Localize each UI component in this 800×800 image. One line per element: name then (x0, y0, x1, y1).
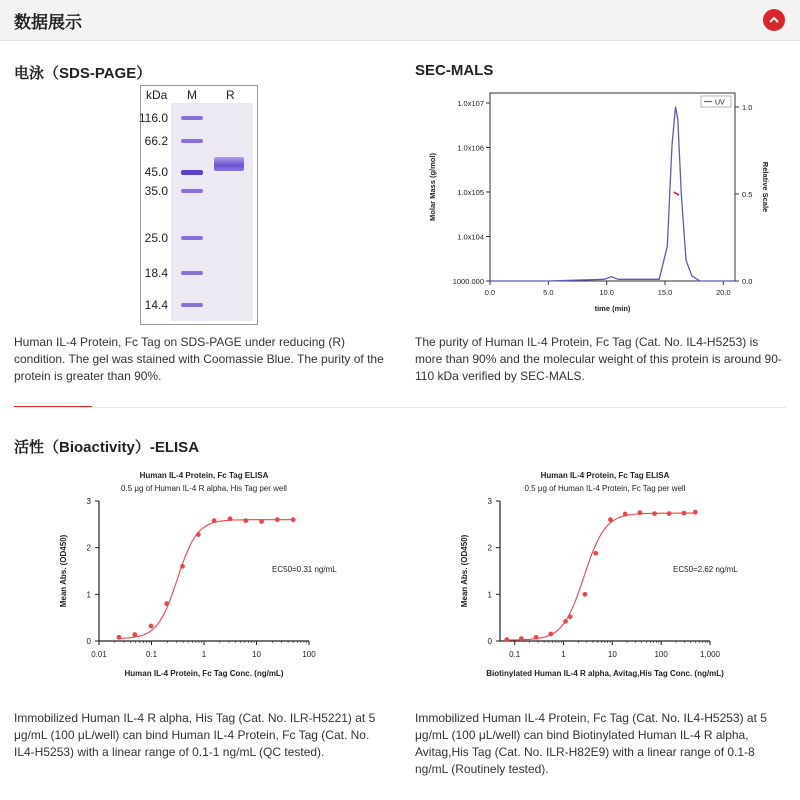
elisa2-title: Human IL-4 Protein, Fc Tag ELISA (540, 471, 670, 480)
elisa1-x-axis-label: Human IL-4 Protein, Fc Tag Conc. (ng/mL) (124, 669, 284, 678)
elisa2-data-point (534, 635, 539, 640)
gel-lanes (171, 103, 253, 321)
gel-marker-band (181, 303, 203, 307)
elisa2-fit-curve (507, 513, 696, 640)
sec-molar-mass-line (674, 192, 679, 195)
sec-x-tick-label: 15.0 (657, 288, 673, 297)
elisa2-subtitle: 0.5 μg of Human IL-4 Protein, Fc Tag per well (524, 484, 686, 493)
elisa2-data-point (548, 632, 553, 637)
elisa2-y-tick-label: 0 (487, 637, 492, 646)
elisa1-data-point (132, 632, 137, 637)
elisa1-fit-curve (119, 520, 293, 639)
gel-lane-m-label: M (187, 88, 197, 102)
collapse-button[interactable] (763, 9, 785, 31)
elisa2-data-point (568, 614, 573, 619)
sec-x-tick-label: 10.0 (599, 288, 614, 297)
gel-marker-label: 25.0 (144, 231, 168, 245)
elisa1-subtitle: 0.5 μg of Human IL-4 R alpha, His Tag per well (121, 484, 287, 493)
elisa1-y-tick-label: 1 (86, 590, 91, 600)
elisa1-data-point (228, 516, 233, 521)
elisa-caption-1: Immobilized Human IL-4 R alpha, His Tag (Cat. No. ILR-H5221) at 5 μg/mL (100 μL/well) can bind Human IL-4 Protein, Fc Tag (Cat. No. IL4-H5253) with a linear range of 0.1-1 ng/mL (QC tested). (14, 711, 376, 759)
elisa1-data-point (149, 624, 154, 629)
elisa2-data-point (667, 511, 672, 516)
gel-marker-band (181, 189, 203, 193)
sec-x-tick-label: 0.0 (484, 288, 496, 297)
elisa1-data-point (275, 517, 280, 522)
elisa1-y-tick-label: 2 (86, 543, 91, 553)
elisa1-data-point (212, 518, 217, 523)
elisa2-data-point (652, 511, 657, 516)
elisa-caption-2: Immobilized Human IL-4 Protein, Fc Tag (Cat. No. IL4-H5253) at 5 μg/mL (100 μL/well) can bind Biotinylated Human IL-4 R alpha, Avitag,His Tag (Cat. No. ILR-H82E9) with a linear range of 0.1-8 ng/mL (Routinely tested). (415, 711, 767, 776)
elisa1-data-point (164, 601, 169, 606)
elisa2-data-point (608, 517, 613, 522)
elisa1-y-tick-label: 0 (86, 637, 91, 646)
elisa1-y-axis-label: Mean Abs. (OD450) (59, 534, 68, 608)
elisa2-x-tick-label: 100 (654, 650, 668, 659)
sec-x-axis-label: time (min) (594, 304, 631, 313)
sec-y-axis-label: Molar Mass (g/mol) (428, 153, 437, 221)
gel-marker-band (181, 236, 203, 240)
elisa2-data-point (637, 510, 642, 515)
gel-lane-r-label: R (226, 88, 235, 102)
gel-marker-label: 66.2 (144, 134, 168, 148)
elisa2-data-point (519, 636, 524, 641)
elisa2-y-tick-label: 3 (487, 497, 492, 506)
sec-title: SEC-MALS (415, 62, 494, 79)
elisa1-x-tick-label: 10 (252, 650, 261, 659)
elisa1-data-point (196, 532, 201, 537)
elisa2-data-point (593, 551, 598, 556)
divider-line (14, 407, 786, 408)
sec-x-tick-label: 20.0 (716, 288, 731, 297)
sec-y-tick-label: 1.0x107 (457, 99, 484, 108)
elisa2-x-tick-label: 1,000 (699, 650, 721, 659)
elisa2-data-point (623, 512, 628, 517)
chevron-up-icon (768, 14, 780, 26)
elisa2-ec50-label: EC50=2.62 ng/mL (673, 565, 738, 574)
sec-caption: The purity of Human IL-4 Protein, Fc Tag (Cat. No. IL4-H5253) is more than 90% and the molecular weight of this protein is around 90-110 kDa verified by SEC-MALS. (415, 335, 782, 383)
elisa1-data-point (117, 635, 122, 640)
elisa2-y-tick-label: 1 (487, 590, 492, 600)
gel-marker-label: 35.0 (144, 184, 168, 198)
elisa1-y-tick-label: 3 (86, 497, 91, 506)
elisa2-y-tick-label: 2 (487, 543, 492, 553)
gel-marker-label: 45.0 (144, 165, 168, 179)
sec-y-tick-label: 1000.000 (452, 277, 484, 286)
sec-y-tick-label: 1.0x106 (457, 143, 484, 153)
section-header (0, 0, 800, 41)
elisa1-data-point (243, 518, 248, 523)
gel-marker-label: 18.4 (144, 266, 168, 280)
elisa2-x-tick-label: 10 (607, 650, 617, 659)
sec-y2-tick-label: 1.0 (742, 103, 753, 112)
elisa1-x-tick-label: 100 (302, 650, 316, 659)
sec-y-tick-label: 1.0x104 (457, 232, 484, 242)
gel-marker-band (181, 116, 203, 120)
elisa-title: 活性（Bioactivity）-ELISA (14, 439, 200, 456)
sec-y-tick-label: 1.0x105 (457, 188, 484, 197)
elisa1-title: Human IL-4 Protein, Fc Tag ELISA (139, 471, 269, 480)
elisa2-data-point (693, 510, 698, 515)
sec-y2-tick-label: 0.0 (742, 277, 753, 286)
section-header-title: 数据展示 (14, 13, 82, 32)
gel-marker-band (181, 170, 203, 175)
sec-x-tick-label: 5.0 (543, 288, 554, 297)
elisa2-data-point (563, 619, 568, 624)
gel-marker-label: 116.0 (138, 111, 168, 125)
sec-plot-frame (490, 93, 735, 281)
sds-title: 电泳（SDS-PAGE） (14, 65, 152, 82)
elisa1-ec50-label: EC50=0.31 ng/mL (272, 565, 337, 574)
elisa2-data-point (582, 592, 587, 597)
sec-legend-label: UV (715, 99, 725, 107)
gel-marker-label: 14.4 (144, 298, 168, 312)
elisa-chart-1 (14, 466, 389, 691)
elisa2-data-point (504, 637, 509, 642)
elisa2-x-axis-label: Biotinylated Human IL-4 R alpha, Avitag,His Tag Conc. (ng/mL) (486, 669, 724, 678)
elisa2-data-point (682, 511, 687, 516)
gel-kda-label: kDa (146, 88, 168, 102)
sec-y2-tick-label: 0.5 (742, 190, 753, 199)
gel-marker-band (181, 139, 203, 143)
elisa2-x-tick-label: 0.1 (509, 650, 521, 659)
elisa1-data-point (291, 517, 296, 522)
gel-sample-band (214, 157, 244, 171)
elisa1-data-point (180, 564, 185, 569)
sec-y2-axis-label: Relative Scale (761, 161, 770, 213)
sec-uv-line (490, 107, 735, 281)
elisa1-x-tick-label: 0.01 (91, 650, 107, 659)
elisa-chart-2 (415, 466, 790, 691)
elisa1-data-point (259, 519, 264, 524)
elisa2-x-tick-label: 1 (561, 650, 566, 659)
elisa2-y-axis-label: Mean Abs. (OD450) (460, 534, 469, 608)
sds-caption: Human IL-4 Protein, Fc Tag on SDS-PAGE under reducing (R) condition. The gel was stained with Coomassie Blue. The purity of the protein is greater than 90%. (14, 335, 384, 383)
elisa1-x-tick-label: 0.1 (145, 650, 158, 659)
sec-mals-chart (415, 85, 785, 320)
gel-marker-band (181, 271, 203, 275)
elisa1-x-tick-label: 1 (201, 650, 207, 659)
